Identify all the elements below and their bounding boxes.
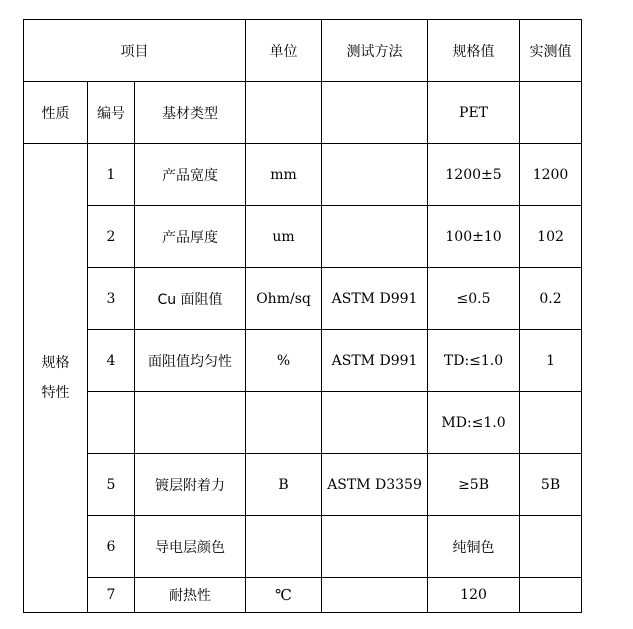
header-item: 项目 [24, 20, 246, 82]
table-row [24, 206, 582, 268]
row-name: Cu 面阻值 [135, 268, 246, 330]
row-unit [246, 516, 322, 578]
row-spec: ≤0.5 [428, 268, 520, 330]
row-number: 4 [88, 330, 135, 392]
row-name: 导电层颜色 [135, 516, 246, 578]
row-method [322, 144, 428, 206]
row-measured [520, 516, 582, 578]
header-unit: 单位 [246, 20, 322, 82]
row-spec: 纯铜色 [428, 516, 520, 578]
header-measured: 实测值 [520, 20, 582, 82]
row-method: ASTM D991 [322, 268, 428, 330]
row-unit: % [246, 330, 322, 392]
row-method [322, 578, 428, 613]
row-method [322, 516, 428, 578]
row-spec: TD:≤1.0 [428, 330, 520, 392]
row-measured: 5B [520, 454, 582, 516]
row-unit: mm [246, 144, 322, 206]
row-number: 2 [88, 206, 135, 268]
group-label [24, 144, 88, 613]
row-unit: um [246, 206, 322, 268]
row-unit: ℃ [246, 578, 322, 613]
row-unit: B [246, 454, 322, 516]
row-number: 1 [88, 144, 135, 206]
row-unit: Ohm/sq [246, 268, 322, 330]
row-measured: 1 [520, 330, 582, 392]
row-method: ASTM D991 [322, 330, 428, 392]
header-spec: 规格值 [428, 20, 520, 82]
row-number [88, 392, 135, 454]
table-row [24, 454, 582, 516]
table-row [24, 392, 582, 454]
row-measured: 1200 [520, 144, 582, 206]
table-row [24, 268, 582, 330]
row-spec: ≥5B [428, 454, 520, 516]
subheader-row [24, 82, 582, 144]
row-name: 耐热性 [135, 578, 246, 613]
subheader-property: 性质 [24, 82, 88, 144]
subheader-substrate-method [322, 82, 428, 144]
table-row [24, 330, 582, 392]
row-name [135, 392, 246, 454]
row-number: 7 [88, 578, 135, 613]
subheader-number: 编号 [88, 82, 135, 144]
header-row [24, 20, 582, 82]
subheader-substrate-label: 基材类型 [135, 82, 246, 144]
group-label-text: 规格特性 [41, 355, 70, 401]
row-method [322, 392, 428, 454]
row-spec: MD:≤1.0 [428, 392, 520, 454]
header-method: 测试方法 [322, 20, 428, 82]
row-measured: 0.2 [520, 268, 582, 330]
row-name: 产品宽度 [135, 144, 246, 206]
row-spec: 100±10 [428, 206, 520, 268]
row-number: 6 [88, 516, 135, 578]
row-name: 镀层附着力 [135, 454, 246, 516]
row-name: 产品厚度 [135, 206, 246, 268]
row-number: 5 [88, 454, 135, 516]
row-measured: 102 [520, 206, 582, 268]
row-measured [520, 392, 582, 454]
subheader-substrate-spec: PET [428, 82, 520, 144]
row-unit [246, 392, 322, 454]
row-measured [520, 578, 582, 613]
table-row [24, 516, 582, 578]
row-method [322, 206, 428, 268]
row-number: 3 [88, 268, 135, 330]
subheader-substrate-unit [246, 82, 322, 144]
subheader-substrate-measured [520, 82, 582, 144]
row-spec: 1200±5 [428, 144, 520, 206]
row-spec: 120 [428, 578, 520, 613]
table-row [24, 144, 582, 206]
table-row [24, 578, 582, 613]
spec-table [23, 19, 582, 613]
row-name: 面阻值均匀性 [135, 330, 246, 392]
row-method: ASTM D3359 [322, 454, 428, 516]
